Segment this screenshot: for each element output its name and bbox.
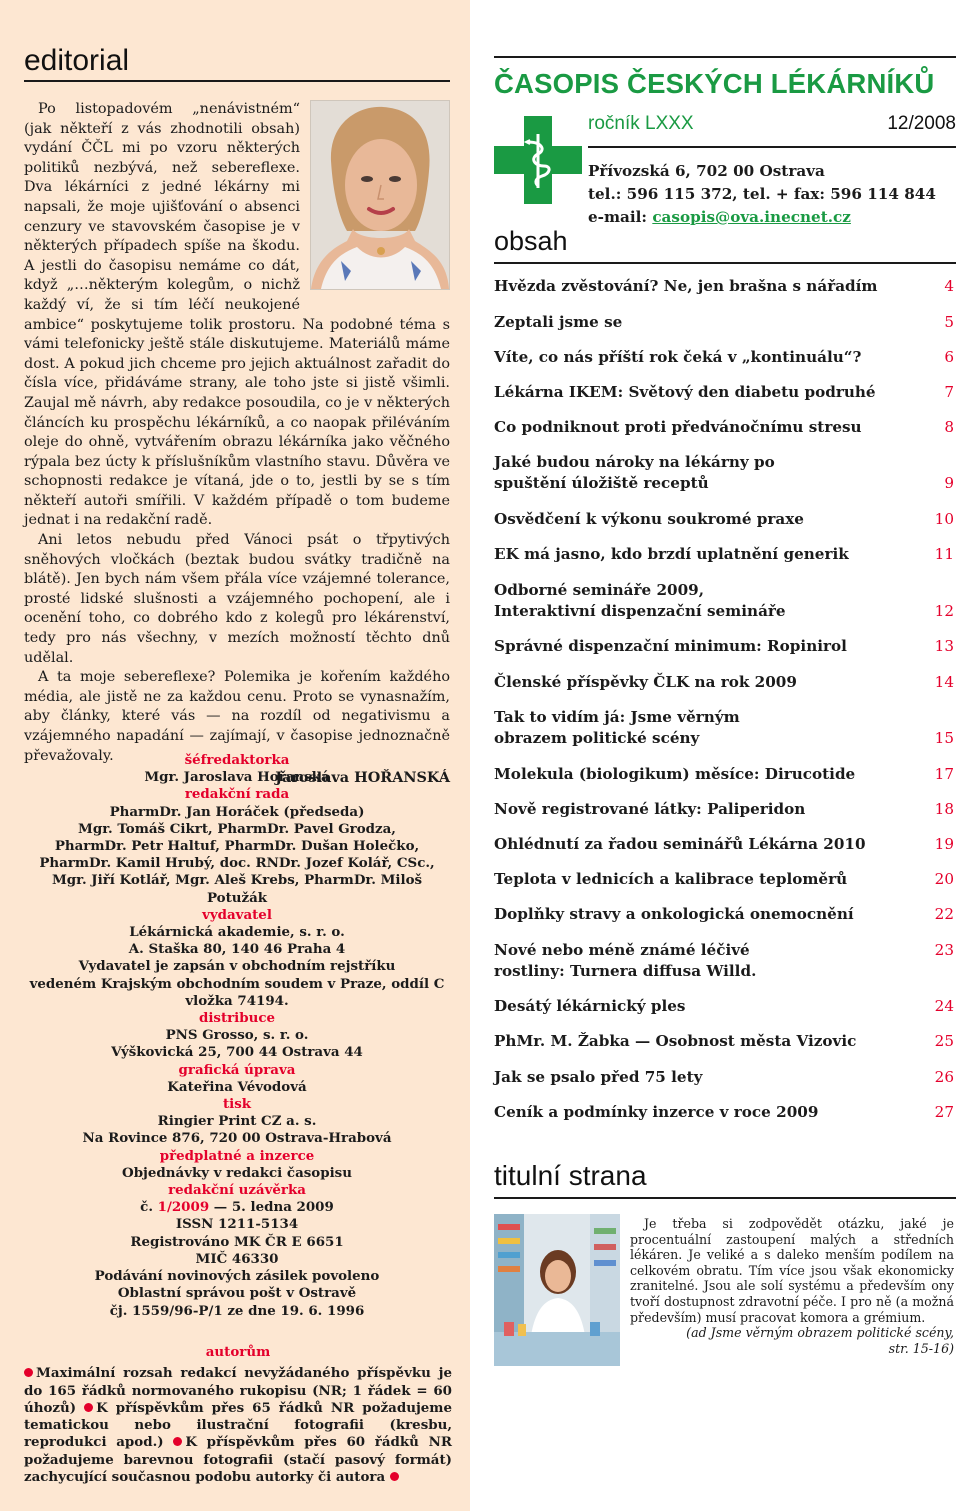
cover-reference-1: (ad Jsme věrným obrazem politické scény, [686,1325,954,1341]
volume-row [588,113,956,135]
masthead-line: PharmDr. Petr Haltuf, PharmDr. Dušan Holečko, [54,838,420,855]
masthead-role: šéfredaktorka [184,752,290,768]
toc-item-page: 11 [934,545,954,563]
editorial-body [24,100,450,788]
toc-item-title: Jak se psalo před 75 lety [494,1068,703,1086]
bullet-icon [390,1472,399,1481]
deadline-date: — 5. ledna 2009 [209,1199,334,1216]
editor-portrait [310,100,450,290]
toc-item-page: 18 [934,800,954,818]
toc-item[interactable] [494,580,954,622]
toc-item-page: 6 [944,348,954,366]
toc-item-page: 25 [934,1032,954,1050]
masthead-role: tisk [222,1096,252,1113]
masthead-role: grafická úprava [178,1061,296,1078]
masthead-line: Mgr. Tomáš Cikrt, PharmDr. Pavel Grodza, [78,820,396,837]
toc-item-title: Jaké budou nároky na lékárny po spuštění úložiště receptů [494,453,775,492]
toc-item-title: Tak to vidím já: Jsme věrným obrazem politické scény [494,708,740,747]
deadline-issue: 1/2009 [157,1199,210,1216]
toc-item-page: 17 [934,765,954,783]
authors-text [24,1365,452,1486]
phone-line: tel.: 596 115 372, tel. + fax: 596 114 844 [588,185,936,203]
toc-item-page: 4 [944,277,954,295]
bullet-icon [84,1403,93,1412]
masthead-role: redakční uzávěrka [168,1182,306,1199]
toc-item-page: 12 [934,602,954,620]
masthead [24,752,450,1320]
toc-item[interactable] [494,764,954,785]
editorial-paragraph-3: A ta moje sebereflexe? Polemika je kořením každého média, ale jistě ne za každou cenu. Proto se vynasnažím, aby články, které vás — na rozdíl od negativismu a vzájemného napadání — zajímají, v časopise jednoznačně převažovaly. [24,669,450,764]
toc-item-title: Hvězda zvěstování? Ne, jen brašna s nářadím [494,277,878,295]
cover-reference-2: str. 15-16) [888,1340,954,1356]
toc-item-title: Co podniknout proti předvánočnímu stresu [494,418,862,436]
authors-rule-3: K příspěvkům přes 60 řádků NR požadujeme barevnou fotografii (stačí pasový formát) zachycující současnou podobu autorky či autora [24,1434,452,1486]
toc-item-title: Členské příspěvky ČLK na rok 2009 [494,673,797,691]
toc-item-page: 23 [934,941,954,959]
masthead-line: Mgr. Jiří Kotlář, Mgr. Aleš Krebs, PharmDr. Miloš Potužák [51,872,423,906]
toc-item-title: Lékárna IKEM: Světový den diabetu podruhé [494,383,876,401]
toc-item-title: Desátý lékárnický ples [494,997,686,1015]
bullet-icon [173,1437,182,1446]
masthead-line: PharmDr. Jan Horáček (předseda) [109,803,365,820]
authors-notice [24,1344,452,1486]
toc-item[interactable] [494,382,954,403]
toc-item-title: Nově registrované látky: Paliperidon [494,800,806,818]
masthead-role: vydavatel [202,906,272,923]
authors-rule-1: Maximální rozsah redakcí nevyžádaného příspěvku je do 165 řádků normovaného rukopisu (NR; 1 řádek = 60 úhozů) [24,1365,452,1416]
toc-item-title: Ohlédnutí za řadou seminářů Lékárna 2010 [494,835,866,853]
masthead-line: Lékárnická akademie, s. r. o. [129,924,345,941]
masthead-line: ISSN 1211-5134 [175,1216,299,1233]
toc-item-page: 22 [934,905,954,923]
toc-item[interactable] [494,834,954,855]
address-line: Přívozská 6, 702 00 Ostrava [588,162,825,180]
cover-heading: titulní strana [494,1160,647,1191]
masthead-line: Na Rovince 876, 720 00 Ostrava-Hrabová [82,1130,392,1147]
toc-item[interactable] [494,904,954,925]
authors-rule-2: K příspěvkům přes 65 řádků NR požadujeme tematickou nebo ilustrační fotografii (kresbu, reprodukci apod.) [24,1399,452,1451]
toc-item[interactable] [494,1031,954,1052]
masthead-line: Vydavatel je zapsán v obchodním rejstříku [78,958,396,975]
cover-rule [494,1197,956,1199]
toc-item[interactable] [494,799,954,820]
toc-item[interactable] [494,996,954,1017]
header-rule [494,56,956,58]
toc-item-page: 10 [934,510,954,528]
masthead-line: vložka 74194. [185,992,289,1009]
toc-item[interactable] [494,940,954,982]
masthead-role: distribuce [198,1010,276,1027]
deadline-prefix: č. [140,1199,158,1216]
toc-item[interactable] [494,544,954,565]
masthead-line: A. Staška 80, 140 46 Praha 4 [128,941,346,958]
masthead-role: předplatné a inzerce [159,1147,315,1164]
cover-caption [630,1216,954,1356]
contents-column [470,0,960,1511]
toc-item-title: Víte, co nás příští rok čeká v „kontinuálu“? [494,348,862,366]
email-line [588,206,936,229]
email-link[interactable]: casopis@ova.inecnet.cz [652,208,851,226]
volume-rule [588,146,956,148]
masthead-line: PNS Grosso, s. r. o. [165,1027,309,1044]
toc-item-page: 8 [944,418,954,436]
toc-item-page: 7 [944,383,954,401]
toc-item-title: Zeptali jsme se [494,313,623,331]
toc-item[interactable] [494,672,954,693]
toc-item-title: EK má jasno, kdo brzdí uplatnění generik [494,545,849,563]
editorial-signature: Jaroslava HOŘANSKÁ [275,769,450,787]
masthead-line: PharmDr. Kamil Hrubý, doc. RNDr. Jozef Kolář, CSc., [39,855,435,872]
cover-photo [494,1214,620,1366]
masthead-line: vedeném Krajským obchodním soudem v Praze, oddíl C [29,975,445,992]
masthead-line: Oblastní správou pošt v Ostravě [117,1285,357,1302]
masthead-line: Mgr. Jaroslava Hořanská [144,769,330,786]
toc-rule [494,262,956,264]
masthead-role: redakční rada [184,786,290,803]
toc-item[interactable] [494,452,954,494]
toc-heading: obsah [494,226,568,256]
masthead-line: Kateřina Vévodová [167,1078,307,1095]
toc-item-title: Nové nebo méně známé léčivé rostliny: Turnera diffusa Willd. [494,941,757,980]
toc-item-title: PhMr. M. Žabka — Osobnost města Vizovic [494,1032,857,1050]
issue-number: 12/2008 [887,113,956,134]
toc-item-page: 24 [934,997,954,1015]
volume-label: ročník LXXX [588,113,694,134]
toc-item-title: Odborné semináře 2009, Interaktivní dispenzační semináře [494,581,786,620]
toc-item-title: Doplňky stravy a onkologická onemocnění [494,905,854,923]
masthead-line: Ringier Print CZ a. s. [157,1113,317,1130]
toc-item[interactable] [494,347,954,368]
pharmacy-cross-logo [494,116,582,204]
editorial-paragraph-2: Ani letos nebudu před Vánoci psát o třpytivých sněhových vločkách (beztak budou svátky tradičně na blátě). Jen bych nám všem přála více vzájemné tolerance, prosté lidské slušnosti a vzájemného pochopení, ale i ocenění toho, co dobrého kdo z kolegů pro lékárenství, tedy pro nás všechny, v mezích možností těchto dnů udělal. [24,532,450,666]
authors-heading: autorům [205,1344,271,1360]
toc-item-page: 26 [934,1068,954,1086]
masthead-line: Objednávky v redakci časopisu [122,1164,352,1181]
editorial-paragraph-1: Po listopadovém „nenávistném“ (jak někteří z vás zhodnotili obsah) vydání ČČL mi po vzoru některých politiků nezbývá, než sebereflexe. Dva lékárníci z jedné lékárny mi napsali, že moje ujišťování o absenci cenzury ve stavovském časopise je v některých případech spíše na škodu. A jestli do časopisu nemáme co dát, když „…některým kolegům, o nichž každý ví, že si tím léčí neukojené ambice“ poskytujeme tolik prostoru. Na podobné téma s vámi telefonicky ještě stále diskutujeme. Materiálů máme dost. A pokud jich chceme pro jejich aktuálnost zařadit do čísla více, přidáváme strany, ale toho jste si jistě všimli. Zaujal mě návrh, aby redakce posoudila, co je v některých článcích ku prospěchu lékárníků, a co naopak přiléváním oleje do ohně, vytvářením obrazu lékárníka jako věčného rýpala bez úcty k příslušníkům vlastního stavu. Důvěra ve schopnosti redakce je vítaná, jde o to, jestli by se s tím někteří autoři smířili. V každém případě o tom budeme jednat i na redakční radě. [24,101,450,529]
editorial-rule [24,80,450,82]
toc-item-page: 27 [934,1103,954,1121]
toc-item[interactable] [494,869,954,890]
magazine-title: ČASOPIS ČESKÝCH LÉKÁRNÍKŮ [494,68,935,99]
toc-item-page: 15 [934,729,954,747]
toc-item[interactable] [494,636,954,657]
toc-item-title: Ceník a podmínky inzerce v roce 2009 [494,1103,819,1121]
masthead-deadline [24,1199,450,1216]
portrait-illustration [311,101,449,289]
toc-item[interactable] [494,1067,954,1088]
toc-item[interactable] [494,707,954,749]
toc-item-page: 20 [934,870,954,888]
masthead-line: Výškovická 25, 700 44 Ostrava 44 [111,1044,363,1061]
contact-block [588,160,936,229]
toc-item-title: Molekula (biologikum) měsíce: Dirucotide [494,765,856,783]
toc-item-page: 9 [944,474,954,492]
toc-item-page: 19 [934,835,954,853]
masthead-line: Registrováno MK ČR E 6651 [130,1233,344,1250]
cover-text: Je třeba si zodpovědět otázku, jaké je procentuální zastoupení malých a středních lékáren. Je veliké a s daleko menším podílem na celkovém obratu. Tím více jsou však ekonomicky zranitelné. Jsou ale solí systému a především ony tvoří dostupnost zdravotní péče. I pro ně (a možná především) musí pracovat komora a grémium. [630,1216,954,1325]
toc-item[interactable] [494,509,954,530]
masthead-line: čj. 1559/96-P/1 ze dne 19. 6. 1996 [109,1302,365,1319]
toc-item-page: 13 [934,637,954,655]
editorial-column [0,0,470,1511]
toc-item[interactable] [494,417,954,438]
masthead-line: MIČ 46330 [195,1250,279,1267]
toc-item-title: Správné dispenzační minimum: Ropinirol [494,637,847,655]
masthead-line: Podávání novinových zásilek povoleno [94,1268,380,1285]
toc-item[interactable] [494,276,954,297]
email-label: e-mail: [588,208,653,226]
editorial-heading: editorial [24,44,130,77]
bullet-icon [24,1368,33,1377]
toc-item-title: Teplota v lednicích a kalibrace teploměrů [494,870,848,888]
toc-item-page: 5 [944,313,954,331]
toc-item-title: Osvědčení k výkonu soukromé praxe [494,510,804,528]
toc-item-page: 14 [934,673,954,691]
toc-item[interactable] [494,1102,954,1123]
toc-item[interactable] [494,312,954,333]
